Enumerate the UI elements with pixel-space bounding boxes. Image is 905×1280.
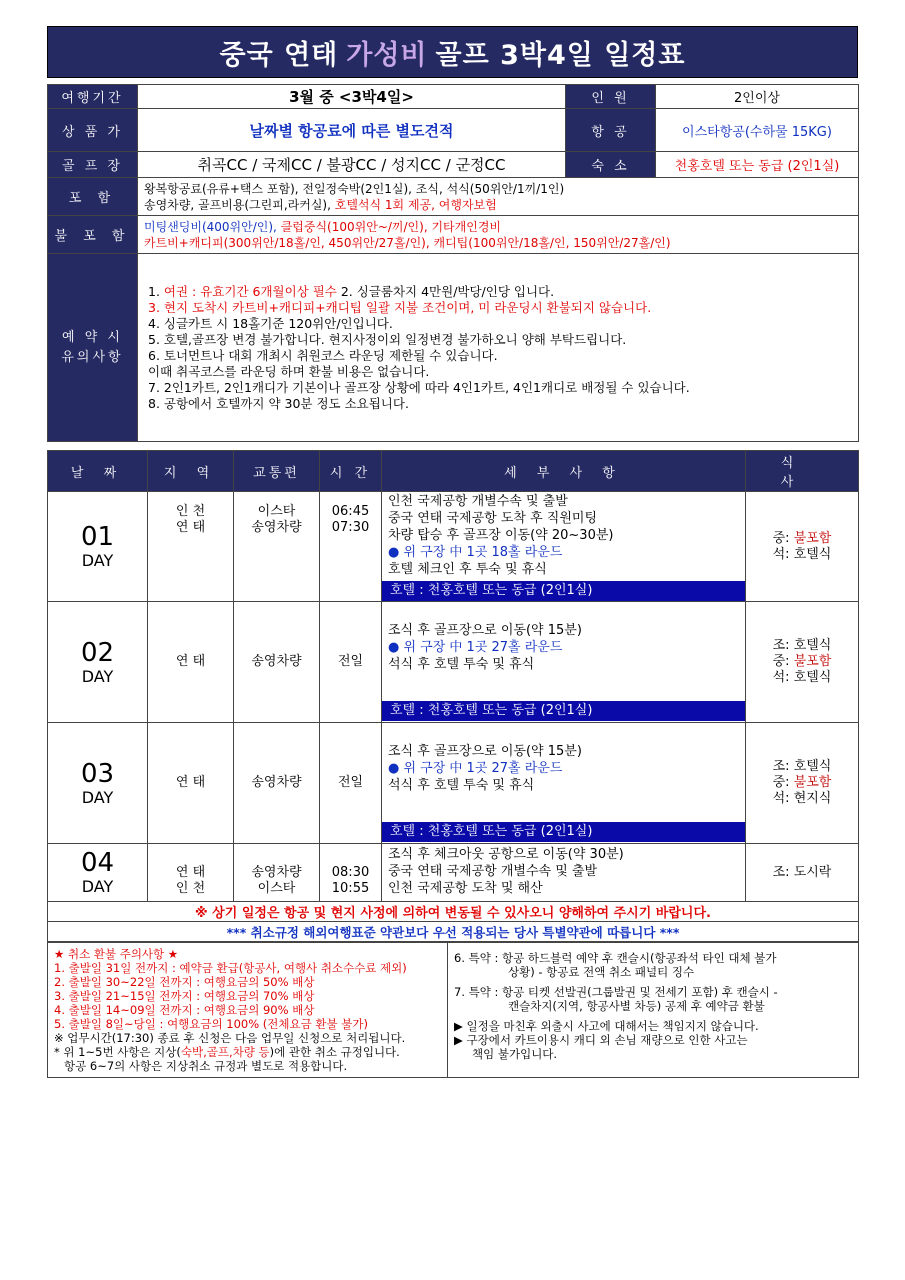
title-pre: 중국 연태 [219,39,339,71]
include-line-2b: 호텔석식 1회 제공, 여행자보험 [334,197,497,212]
include-label: 포 함 [48,178,138,216]
day-row-2 [48,602,859,723]
note-7: 7. 2인1카트, 2인1캐디가 기본이나 골프장 상황에 따라 4인1카트, 4인1캐디로 배정될 수 있습니다. [148,379,690,395]
exclude-value [138,216,859,254]
price-value: 날짜별 항공료에 따른 별도견적 [138,109,566,152]
day-1-meal-1a: 중: [772,530,794,546]
day-4-time [320,844,382,902]
day-2-num: 02 [80,637,115,668]
day-3-region: 연 태 [148,723,234,844]
day-1-region [148,492,234,602]
cancel-table [47,942,859,1078]
include-line-2a: 송영차량, 골프비용(그린피,라커실), [144,197,335,212]
day-4-detail-3: 인천 국제공항 도착 및 해산 [388,881,543,896]
hotel-value: 천홍호텔 또는 동급 (2인1실) [656,152,859,178]
day-3-transport: 송영차량 [234,723,320,844]
day-1-num: 01 [80,522,115,552]
air-label: 항 공 [566,109,656,152]
liability-note-2: ▶ 구장에서 카트이용시 캐디 외 손님 재량으로 인한 사고는 [454,1033,748,1047]
day-4-num: 04 [80,848,115,878]
day-1-trans-1: 이스타 [257,504,296,519]
note-1c: 2. 싱글룸차지 4만원/박당/인당 입니다. [336,283,555,299]
header-date: 날 짜 [48,451,148,492]
note-6: 6. 토너먼트나 대회 개최시 취원코스 라운딩 제한될 수 있습니다. [148,347,498,363]
period-value: 3월 중 <3박4일> [138,85,566,109]
notes-label-2: 유의사항 [61,349,124,365]
day-row-3 [48,723,859,844]
day-2-round: ● 위 구장 中 1곳 27홀 라운드 [388,640,563,655]
day-4-region-2: 인 천 [175,881,206,896]
day-4-time-2: 10:55 [331,881,370,896]
exclude-label: 불 포 함 [48,216,138,254]
cancel-line-6: ※ 업무시간(17:30) 종료 후 신청은 다음 업무일 신청으로 처리됩니다. [54,1031,406,1045]
cancel-line-5: 5. 출발일 8일~당일 : 여행요금의 100% (전체요금 환불 불가) [54,1017,368,1031]
note-6b: 이때 취곡코스를 라운딩 하며 환불 비용은 없습니다. [148,363,430,379]
note-8: 8. 공항에서 호텔까지 약 30분 정도 소요됩니다. [148,395,409,411]
cancel-line-8: 항공 6~7의 사항은 지상취소 규정과 별도로 적용합니다. [64,1059,348,1073]
day-2-detail-3: 석식 후 호텔 투숙 및 휴식 [388,657,535,672]
day-4-region-1: 연 태 [175,865,206,880]
cancel-line-7a: * 위 1~5번 사항은 지상( [54,1045,181,1059]
exclude-line-1 [144,219,852,235]
note-1 [148,284,848,300]
day-1-trans-2: 송영차량 [251,520,302,535]
page-title [47,26,858,78]
notes-content [138,254,859,442]
cancel-line-7c: )에 관한 취소 규정입니다. [269,1045,400,1059]
cancel-line-1: 1. 출발일 31일 전까지 : 예약금 환급(항공사, 여행사 취소수수료 제외) [54,961,407,975]
day-1-label [48,492,148,602]
day-4-day: DAY [81,877,114,896]
day-3-meal-1: 조: 호텔식 [772,759,832,774]
day-1-detail-3: 차량 탑승 후 골프장 이동(약 20~30분) [388,528,614,543]
notes-label-1: 예 약 시 [62,329,123,345]
day-3-meal-2 [746,775,858,791]
hotel-label: 숙 소 [566,152,656,178]
day-3-detail-3: 석식 후 호텔 투숙 및 휴식 [388,778,535,793]
note-5: 5. 호텔,골프장 변경 불가합니다. 현지사정이외 일정변경 불가하오니 양해 부탁드립니다. [148,331,627,347]
cancel-line-4: 4. 출발일 14~09일 전까지 : 여행요금의 90% 배상 [54,1003,315,1017]
header-meal: 식 사 [746,451,859,492]
note-1a: 1. [148,283,164,299]
day-4-region [148,844,234,902]
day-3-meal-3: 석: 현지식 [772,791,832,806]
info-table [47,84,859,442]
liability-note-2b: 책임 불가입니다. [472,1047,558,1061]
air-value: 이스타항공(수하물 15KG) [656,109,859,152]
day-1-transport [234,492,320,602]
day-1-meal [746,492,859,602]
day-2-meal-3: 석: 호텔식 [772,670,832,685]
cancel-left [48,943,448,1078]
day-3-detail [382,723,746,844]
day-3-meal-2b: 불포함 [793,775,832,790]
day-3-num: 03 [80,758,115,789]
day-3-detail-1: 조식 후 골프장으로 이동(약 15분) [388,744,582,759]
day-row-4 [48,844,859,902]
people-value: 2인이상 [656,85,859,109]
day-4-detail-2: 중국 연태 국제공항 개별수속 및 출발 [388,864,598,879]
day-2-hotel: 호텔 : 천홍호텔 또는 동급 (2인1실) [382,701,745,721]
include-line-1: 왕복항공료(유류+택스 포함), 전일정숙박(2인1실), 조식, 석식(50위안/1끼/1인) [144,181,565,196]
day-3-meal-2a: 중: [772,775,794,790]
day-1-hotel: 호텔 : 천홍호텔 또는 동급 (2인1실) [382,581,745,601]
day-1-region-1: 인 천 [175,504,206,519]
day-1-meal-2: 석: 호텔식 [772,546,832,562]
day-1-day: DAY [81,551,114,570]
header-detail: 세 부 사 항 [382,451,746,492]
course-label: 골 프 장 [48,152,138,178]
day-2-detail-1: 조식 후 골프장으로 이동(약 15분) [388,623,582,638]
day-3-time: 전일 [320,723,382,844]
day-1-detail-1: 인천 국제공항 개별수속 및 출발 [388,494,568,509]
day-1-region-2: 연 태 [175,520,206,535]
special-term-6b: 상황) - 항공료 전액 취소 패널티 징수 [508,965,695,979]
note-4: 4. 싱글카트 시 18홀기준 120위안/인입니다. [148,315,393,331]
special-term-7b: 캔슬차지(지역, 항공사별 차등) 공제 후 예약금 환불 [508,999,765,1013]
header-time: 시 간 [320,451,382,492]
header-transport: 교통편 [234,451,320,492]
title-highlight: 가성비 [346,39,428,71]
day-row-1 [48,492,859,602]
day-4-trans-2: 이스타 [257,881,296,896]
day-4-time-1: 08:30 [331,865,370,880]
day-1-detail-2: 중국 연태 국제공항 도착 후 직원미팅 [388,511,598,526]
day-1-time [320,492,382,602]
day-3-round: ● 위 구장 中 1곳 27홀 라운드 [388,761,563,776]
cancel-right [448,943,859,1078]
exclude-line-1a: 미팅샌딩비(400위안/인), [144,219,281,234]
itinerary-sheet [47,26,858,1078]
notes-label [48,254,138,442]
day-4-transport [234,844,320,902]
day-2-meal [746,602,859,723]
day-2-meal-2a: 중: [772,654,794,669]
exclude-line-1b: 클럽중식(100위안~/끼/인), 기타개인경비 [280,219,502,234]
day-1-time-2: 07:30 [331,520,370,535]
course-value: 취곡CC / 국제CC / 불광CC / 성지CC / 군정CC [138,152,566,178]
special-term-6: 6. 특약 : 항공 하드블럭 예약 후 캔슬시(항공좌석 타인 대체 불가 [454,951,777,965]
day-3-hotel: 호텔 : 천홍호텔 또는 동급 (2인1실) [382,822,745,842]
day-1-time-1: 06:45 [331,504,370,519]
day-2-label [48,602,148,723]
day-1-detail [382,492,746,602]
include-line-2 [144,197,852,213]
day-2-region: 연 태 [148,602,234,723]
people-label: 인 원 [566,85,656,109]
day-1-meal-1 [746,531,858,547]
day-3-day: DAY [81,787,114,807]
day-2-transport: 송영차량 [234,602,320,723]
day-1-round: ● 위 구장 中 1곳 18홀 라운드 [388,545,563,560]
period-label: 여행기간 [48,85,138,109]
include-value [138,178,859,216]
day-2-time: 전일 [320,602,382,723]
day-2-meal-1: 조: 호텔식 [772,638,832,653]
note-3: 3. 현지 도착시 카트비+캐디피+캐디팁 일괄 지불 조건이며, 미 라운딩시 환불되지 않습니다. [148,299,652,315]
day-4-detail-1: 조식 후 체크아웃 공항으로 이동(약 30분) [388,847,624,862]
header-region: 지 역 [148,451,234,492]
note-1b: 여권 : 유효기간 6개월이상 필수 [163,283,337,299]
day-3-label [48,723,148,844]
day-3-meal [746,723,859,844]
cancel-head: ★ 취소 환불 주의사항 ★ [54,947,179,961]
cancel-line-2: 2. 출발일 30~22일 전까지 : 여행요금의 50% 배상 [54,975,315,989]
cancel-policy-note: *** 취소규정 해외여행표준 약관보다 우선 적용되는 당사 특별약관에 따릅니다 *** [48,922,859,942]
schedule-table [47,450,859,942]
day-4-trans-1: 송영차량 [251,865,302,880]
day-4-detail [382,844,746,902]
day-4-label [48,844,148,902]
cancel-line-3: 3. 출발일 21~15일 전까지 : 여행요금의 70% 배상 [54,989,315,1003]
exclude-line-2: 카트비+캐디피(300위안/18홀/인, 450위안/27홀/인), 캐디팁(100위안/18홀/인, 150위안/27홀/인) [144,235,671,250]
price-label: 상 품 가 [48,109,138,152]
day-4-meal: 조: 도시락 [746,844,859,902]
special-term-7: 7. 특약 : 항공 티켓 선발권(그룹발권 및 전세기 포함) 후 캔슬시 - [454,985,778,999]
liability-note-1: ▶ 일정을 마친후 외출시 사고에 대해서는 책임지지 않습니다. [454,1019,759,1033]
day-1-detail-5: 호텔 체크인 후 투숙 및 휴식 [388,562,547,577]
day-2-meal-2b: 불포함 [793,654,832,669]
day-2-day: DAY [81,666,114,686]
cancel-line-7 [54,1045,441,1059]
day-1-meal-1b: 불포함 [793,530,832,546]
schedule-warning: ※ 상기 일정은 항공 및 현지 사정에 의하여 변동될 수 있사오니 양해하여 주시기 바랍니다. [48,902,859,922]
day-2-meal-2 [746,654,858,670]
title-post: 골프 3박4일 일정표 [435,39,686,71]
cancel-line-7b: 숙박,골프,차량 등 [180,1045,270,1059]
day-2-detail [382,602,746,723]
